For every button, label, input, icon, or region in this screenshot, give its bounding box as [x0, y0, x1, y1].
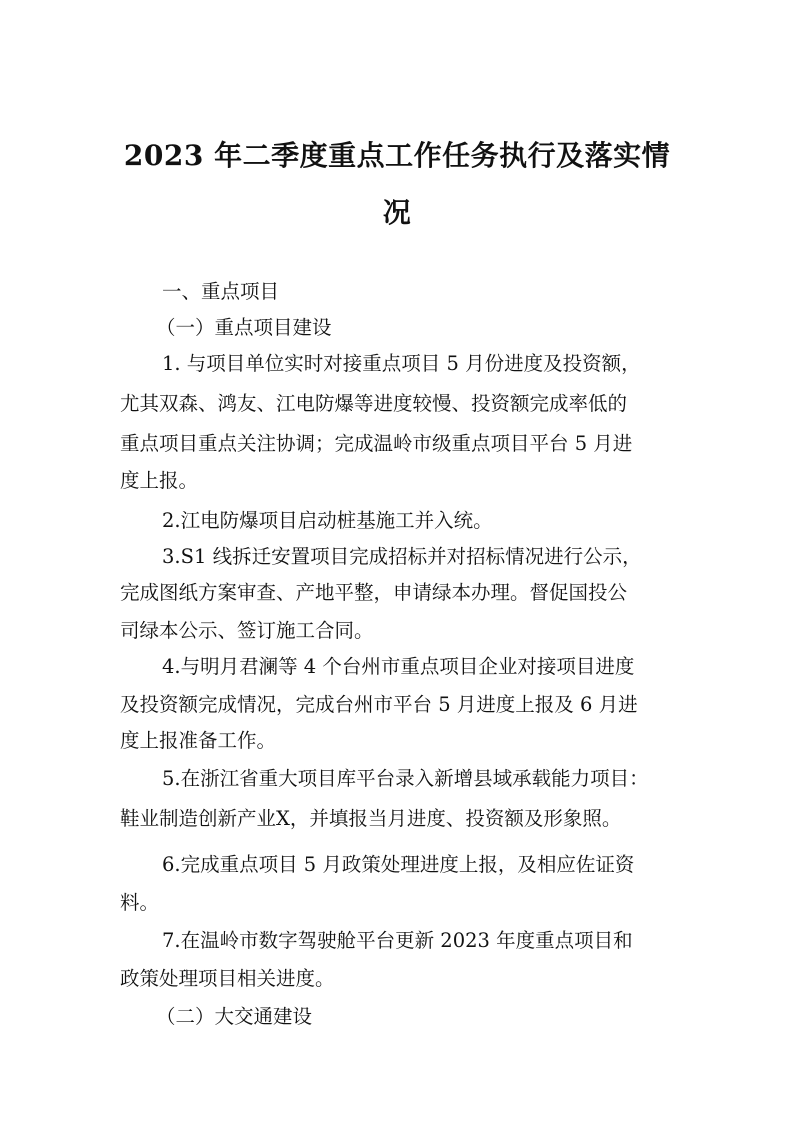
paragraph-line: 鞋业制造创新产业X，并填报当月进度、投资额及形象照。	[120, 807, 622, 830]
paragraph-line: 3.S1 线拆迁安置项目完成招标并对招标情况进行公示，	[162, 545, 642, 568]
subsection-heading-key-project-construction: （一）重点项目建设	[156, 316, 332, 339]
paragraph-line: 7.在温岭市数字驾驶舱平台更新 2023 年度重点项目和	[162, 929, 633, 952]
subsection-heading-transportation: （二）大交通建设	[156, 1005, 313, 1028]
paragraph-line: 政策处理项目相关进度。	[120, 967, 335, 990]
paragraph-line: 及投资额完成情况，完成台州市平台 5 月进度上报及 6 月进	[120, 693, 638, 716]
paragraph-line: 5.在浙江省重大项目库平台录入新增县域承载能力项目：	[162, 767, 649, 790]
section-heading-key-projects: 一、重点项目	[162, 280, 280, 303]
document-title-line-1: 2023 年二季度重点工作任务执行及落实情	[123, 139, 671, 172]
paragraph-line: 完成图纸方案审查、产地平整，申请绿本办理。督促国投公	[120, 581, 628, 604]
paragraph-line: 料。	[120, 891, 160, 914]
paragraph-line: 2.江电防爆项目启动桩基施工并入统。	[162, 509, 493, 532]
paragraph-line: 4.与明月君澜等 4 个台州市重点项目企业对接项目进度	[162, 655, 635, 678]
paragraph-line: 1. 与项目单位实时对接重点项目 5 月份进度及投资额，	[162, 352, 641, 375]
document-title-line-2: 况	[382, 196, 412, 229]
paragraph-line: 度上报。	[120, 469, 199, 492]
paragraph-line: 尤其双森、鸿友、江电防爆等进度较慢、投资额完成率低的	[120, 392, 628, 415]
paragraph-line: 度上报准备工作。	[120, 729, 277, 752]
paragraph-line: 6.完成重点项目 5 月政策处理进度上报，及相应佐证资	[162, 853, 635, 876]
paragraph-line: 司绿本公示、签订施工合同。	[120, 619, 374, 642]
paragraph-line: 重点项目重点关注协调；完成温岭市级重点项目平台 5 月进	[120, 432, 633, 455]
